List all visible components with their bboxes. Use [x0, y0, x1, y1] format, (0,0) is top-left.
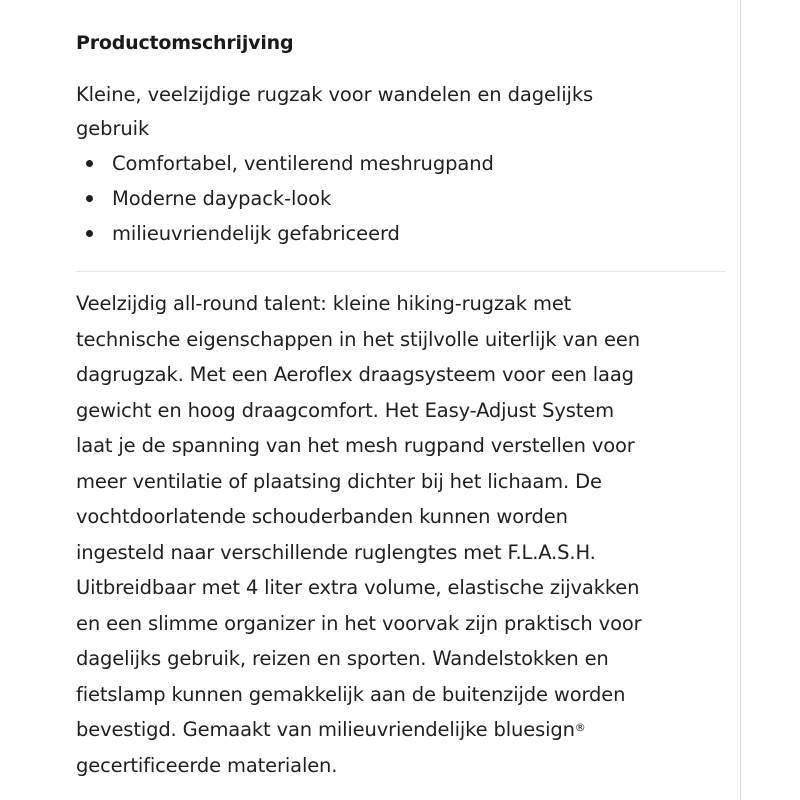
- feature-list-item: [76, 181, 726, 216]
- description-line: vochtdoorlatende schouderbanden kunnen worden: [76, 505, 568, 528]
- feature-text: Comfortabel, ventilerend meshrugpand: [112, 152, 494, 175]
- right-border-divider: [740, 0, 741, 800]
- feature-list-item: [76, 216, 726, 251]
- bullet-icon: [86, 160, 93, 167]
- intro-line: gebruik: [76, 117, 150, 140]
- registered-trademark-symbol: ®: [574, 721, 586, 734]
- feature-text: Moderne daypack-look: [112, 187, 332, 210]
- feature-list-item: [76, 146, 726, 181]
- description-line: fietslamp kunnen gemakkelijk aan de buitenzijde worden: [76, 682, 626, 706]
- intro-line: Kleine, veelzijdige rugzak voor wandelen en dagelijks: [76, 83, 594, 106]
- description-line: laat je de spanning van het mesh rugpand verstellen voor: [76, 434, 635, 457]
- description-paragraph: [76, 286, 726, 783]
- description-line: Veelzijdig all-round talent: kleine hiking-rugzak met: [76, 292, 572, 315]
- bullet-icon: [86, 230, 93, 237]
- description-line: en een slimme organizer in het voorvak zijn praktisch voor: [76, 611, 642, 635]
- description-line: bevestigd. Gemaakt van milieuvriendelijke bluesign: [76, 718, 575, 741]
- feature-list: [76, 146, 726, 251]
- description-line: technische eigenschappen in het stijlvolle uiterlijk van een: [76, 327, 640, 351]
- description-line: gecertificeerde materialen.: [76, 753, 338, 777]
- feature-text: milieuvriendelijk gefabriceerd: [112, 222, 400, 245]
- description-line: gewicht en hoog draagcomfort. Het Easy-Adjust System: [76, 398, 615, 422]
- product-description-panel: [76, 30, 726, 783]
- section-heading: Productomschrijving: [76, 32, 294, 54]
- description-line: dagelijks gebruik, reizen en sporten. Wandelstokken en: [76, 647, 609, 670]
- description-line: ingesteld naar verschillende ruglengtes met F.L.A.S.H.: [76, 540, 596, 564]
- description-line: meer ventilatie of plaatsing dichter bij het lichaam. De: [76, 469, 602, 493]
- description-line: Uitbreidbaar met 4 liter extra volume, elastische zijvakken: [76, 576, 640, 599]
- description-line: dagrugzak. Met een Aeroflex draagsysteem voor een laag: [76, 363, 634, 386]
- intro-text: [76, 78, 726, 146]
- section-divider: [76, 271, 726, 272]
- bullet-icon: [86, 195, 93, 202]
